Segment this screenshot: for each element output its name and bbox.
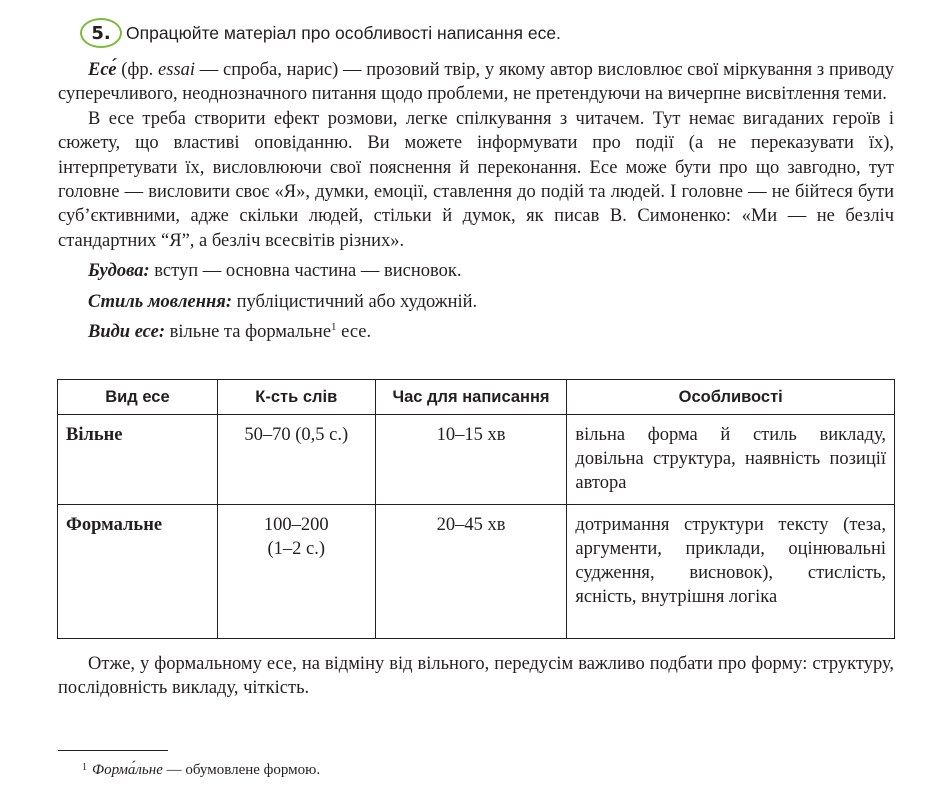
footnote-reference: 1: [331, 320, 337, 333]
table-header-row: [58, 380, 895, 415]
conclusion-paragraph: [58, 652, 894, 701]
footnote-divider: [58, 750, 168, 751]
types-line: [58, 320, 894, 344]
header-cell: К-сть слів: [217, 380, 375, 415]
features-cell: дотримання структури тексту (теза, аргументи, приклади, оцінювальні судження, висновок), стислість, ясність, внутрішня логіка: [567, 505, 895, 639]
features-cell: вільна форма й стиль викладу, довільна структура, наявність позиції автора: [567, 415, 895, 505]
writing-time-cell: 10–15 хв: [375, 415, 567, 505]
header-cell: Час для написання: [375, 380, 567, 415]
conversation-paragraph: В есе треба створити ефект розмови, легке спілкування з читачем. Тут немає вигаданих героїв і сюжету, що властиві оповіданню. Ви можете інформувати про події (а не переказувати їх), інтерпретувати їх, висловлюючи свої пояснення й переконання. Есе може бути про що завгодно, тут головне — висловити своє «Я», думки, емоції, ставлення до подій та людей. І головне — не бійтеся бути суб’єктивними, адже скільки людей, стільки й думок, як писав В. Симоненко: «Ми — не безліч стандартних “Я”, а безліч всесвітів різних».: [58, 108, 894, 251]
writing-time-cell: 20–45 хв: [375, 505, 567, 639]
task-header: [80, 16, 561, 50]
definition-text: — спроба, нарис) — прозовий твір, у якому автор висловлює свої міркування з приводу суперечливого, неоднозначного питання щодо проблеми, не претендуючи на вичерпне висвітлення теми.: [58, 60, 894, 105]
table-row: [58, 505, 895, 639]
types-text: вільне та формальне: [165, 322, 332, 343]
types-label: Види есе:: [88, 322, 166, 343]
table-row: [58, 415, 895, 505]
word-count-cell: 50–70 (0,5 с.): [217, 415, 375, 505]
theory-text: [58, 58, 894, 344]
structure-label: Будова:: [88, 261, 150, 282]
task-number-badge: 5.: [80, 18, 122, 48]
footnote-text: — обумовлене формою.: [162, 762, 321, 778]
structure-line: [58, 259, 894, 283]
essay-types-table: [57, 379, 895, 639]
style-text: публіцистичний або художній.: [231, 291, 478, 312]
header-cell: Особливості: [567, 380, 895, 415]
types-text-end: есе.: [336, 322, 372, 343]
footnote-mark: 1: [82, 762, 87, 773]
header-cell: Вид есе: [58, 380, 218, 415]
essay-kind-cell: Формальне: [58, 505, 218, 639]
task-instruction: Опрацюйте матеріал про особливості написання есе.: [126, 22, 561, 43]
word-count: 100–200: [263, 515, 329, 535]
essay-term: Есе́: [88, 60, 117, 80]
structure-text: вступ — основна частина — висновок.: [149, 261, 462, 282]
page-count: (1–2 с.): [267, 539, 326, 559]
style-label: Стиль мовлення:: [88, 291, 232, 312]
definition-paragraph: [58, 58, 894, 107]
style-line: [58, 290, 894, 314]
etymology-open: (фр.: [116, 60, 159, 80]
conclusion-text: Отже, у формальному есе, на відміну від вільного, передусім важливо подбати про форму: структуру, послідовність викладу, чіткість.: [58, 654, 894, 699]
essay-kind-cell: Вільне: [58, 415, 218, 505]
etymology-word: essai: [158, 60, 196, 80]
word-count-cell: [217, 505, 375, 639]
footnote: [82, 762, 320, 779]
footnote-term: Форма́льне: [92, 762, 163, 778]
